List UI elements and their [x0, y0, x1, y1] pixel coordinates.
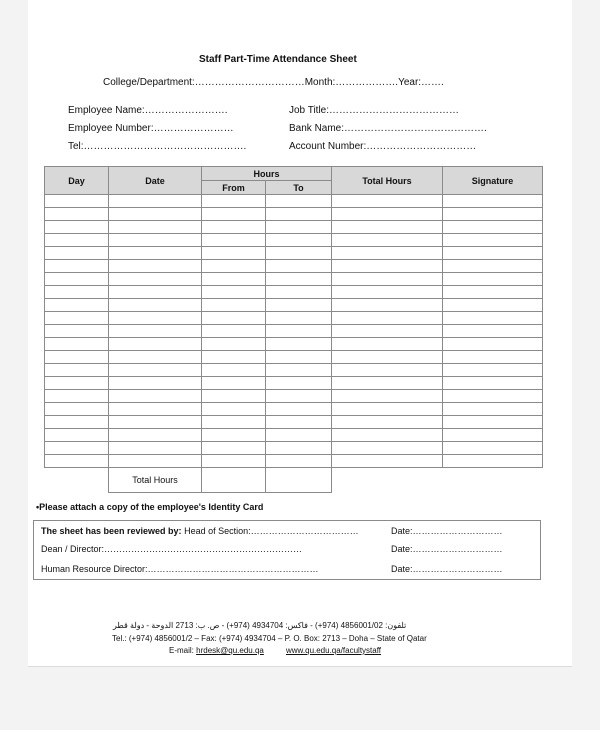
col-total-hours-header: Total Hours: [332, 167, 443, 195]
email-link[interactable]: hrdesk@qu.edu.qa: [196, 646, 264, 655]
total-hours-cell[interactable]: [332, 377, 443, 390]
table-row: [45, 221, 543, 234]
date-cell[interactable]: [109, 442, 202, 455]
email-label: E-mail:: [169, 646, 197, 655]
to-cell[interactable]: [266, 312, 332, 325]
day-cell[interactable]: [45, 286, 109, 299]
total-hours-cell[interactable]: [332, 234, 443, 247]
day-cell[interactable]: [45, 195, 109, 208]
date-field-1: Date:…………………………: [391, 526, 503, 536]
total-hours-cell[interactable]: [332, 208, 443, 221]
date-cell[interactable]: [109, 429, 202, 442]
table-row: [45, 286, 543, 299]
signature-cell[interactable]: [443, 325, 543, 338]
footer-email-line: [169, 646, 264, 655]
table-row: [45, 195, 543, 208]
to-cell[interactable]: [266, 364, 332, 377]
total-hours-cell[interactable]: [332, 442, 443, 455]
col-day-header: Day: [45, 167, 109, 195]
date-cell[interactable]: [109, 390, 202, 403]
signature-cell[interactable]: [443, 247, 543, 260]
to-cell[interactable]: [266, 325, 332, 338]
col-to-header: To: [266, 181, 332, 195]
bank-name-field: Bank Name:…………………………………….: [289, 123, 487, 134]
signature-cell[interactable]: [443, 429, 543, 442]
signature-cell[interactable]: [443, 442, 543, 455]
total-hours-cell[interactable]: [332, 247, 443, 260]
footer-arabic-line: تلفون: 4856001/02 (974+) - فاكس: 4934704 (974+) - ص. ب: 2713 الدوحة - دولة قطر: [113, 621, 407, 630]
signature-cell[interactable]: [443, 286, 543, 299]
day-cell[interactable]: [45, 416, 109, 429]
attendance-table: [44, 166, 543, 493]
total-spacer: [45, 468, 109, 493]
signature-cell[interactable]: [443, 208, 543, 221]
total-hours-cell[interactable]: [332, 429, 443, 442]
to-cell[interactable]: [266, 338, 332, 351]
signature-cell[interactable]: [443, 234, 543, 247]
identity-card-note: •Please attach a copy of the employee's Identity Card: [36, 502, 264, 512]
date-cell[interactable]: [109, 351, 202, 364]
to-cell[interactable]: [266, 234, 332, 247]
day-cell[interactable]: [45, 403, 109, 416]
table-row: [45, 338, 543, 351]
date-cell[interactable]: [109, 325, 202, 338]
to-cell[interactable]: [266, 442, 332, 455]
total-hours-cell[interactable]: [332, 325, 443, 338]
to-cell[interactable]: [266, 208, 332, 221]
day-cell[interactable]: [45, 325, 109, 338]
total-hours-label: Total Hours: [109, 468, 202, 493]
from-cell[interactable]: [202, 260, 266, 273]
total-hours-cell[interactable]: [332, 286, 443, 299]
table-row: [45, 325, 543, 338]
total-hours-cell[interactable]: [332, 416, 443, 429]
date-cell[interactable]: [109, 377, 202, 390]
total-from-cell[interactable]: [202, 468, 266, 493]
table-row: [45, 299, 543, 312]
total-to-cell[interactable]: [266, 468, 332, 493]
total-hours-cell[interactable]: [332, 299, 443, 312]
total-hours-cell[interactable]: [332, 273, 443, 286]
table-row: [45, 403, 543, 416]
total-hours-cell[interactable]: [332, 195, 443, 208]
table-row: [45, 351, 543, 364]
website-link[interactable]: www.qu.edu.qa/facultystaff: [286, 646, 382, 655]
to-cell[interactable]: [266, 416, 332, 429]
date-field-2: Date:…………………………: [391, 544, 503, 554]
from-cell[interactable]: [202, 234, 266, 247]
to-cell[interactable]: [266, 260, 332, 273]
from-cell[interactable]: [202, 221, 266, 234]
to-cell[interactable]: [266, 377, 332, 390]
day-cell[interactable]: [45, 273, 109, 286]
total-hours-cell[interactable]: [332, 351, 443, 364]
from-cell[interactable]: [202, 312, 266, 325]
tel-field: Tel:………………………………………….: [68, 141, 247, 152]
from-cell[interactable]: [202, 273, 266, 286]
table-row: [45, 260, 543, 273]
date-cell[interactable]: [109, 247, 202, 260]
total-hours-cell[interactable]: [332, 338, 443, 351]
from-cell[interactable]: [202, 338, 266, 351]
from-cell[interactable]: [202, 247, 266, 260]
col-date-header: Date: [109, 167, 202, 195]
from-cell[interactable]: [202, 390, 266, 403]
signature-cell[interactable]: [443, 403, 543, 416]
to-cell[interactable]: [266, 455, 332, 468]
total-hours-cell[interactable]: [332, 455, 443, 468]
signature-cell[interactable]: [443, 390, 543, 403]
date-cell[interactable]: [109, 338, 202, 351]
table-row: [45, 312, 543, 325]
date-cell[interactable]: [109, 273, 202, 286]
from-cell[interactable]: [202, 195, 266, 208]
signature-cell[interactable]: [443, 273, 543, 286]
date-cell[interactable]: [109, 416, 202, 429]
reviewed-by-field: [41, 526, 359, 536]
total-hours-cell[interactable]: [332, 221, 443, 234]
from-cell[interactable]: [202, 416, 266, 429]
day-cell[interactable]: [45, 364, 109, 377]
total-hours-cell[interactable]: [332, 390, 443, 403]
to-cell[interactable]: [266, 429, 332, 442]
date-cell[interactable]: [109, 208, 202, 221]
day-cell[interactable]: [45, 208, 109, 221]
date-cell[interactable]: [109, 195, 202, 208]
day-cell[interactable]: [45, 338, 109, 351]
day-cell[interactable]: [45, 260, 109, 273]
table-row: [45, 364, 543, 377]
table-row: [45, 429, 543, 442]
date-cell[interactable]: [109, 234, 202, 247]
from-cell[interactable]: [202, 208, 266, 221]
signature-cell[interactable]: [443, 221, 543, 234]
account-number-field: Account Number:……………………………: [289, 141, 477, 152]
signature-cell[interactable]: [443, 195, 543, 208]
to-cell[interactable]: [266, 403, 332, 416]
date-cell[interactable]: [109, 403, 202, 416]
total-hours-cell[interactable]: [332, 312, 443, 325]
date-cell[interactable]: [109, 299, 202, 312]
day-cell[interactable]: [45, 247, 109, 260]
from-cell[interactable]: [202, 403, 266, 416]
signature-cell[interactable]: [443, 364, 543, 377]
date-cell[interactable]: [109, 455, 202, 468]
to-cell[interactable]: [266, 390, 332, 403]
to-cell[interactable]: [266, 247, 332, 260]
day-cell[interactable]: [45, 312, 109, 325]
dean-director-field: Dean / Director:…………………………………………………………: [41, 544, 303, 554]
signature-cell[interactable]: [443, 312, 543, 325]
from-cell[interactable]: [202, 325, 266, 338]
from-cell[interactable]: [202, 299, 266, 312]
day-cell[interactable]: [45, 429, 109, 442]
from-cell[interactable]: [202, 377, 266, 390]
page-title: Staff Part-Time Attendance Sheet: [199, 54, 357, 65]
college-department-field: College/Department:……………………………Month:……………….Year:…….: [103, 77, 444, 88]
date-cell[interactable]: [109, 221, 202, 234]
total-hours-cell[interactable]: [332, 260, 443, 273]
day-cell[interactable]: [45, 390, 109, 403]
from-cell[interactable]: [202, 442, 266, 455]
table-row: [45, 273, 543, 286]
from-cell[interactable]: [202, 364, 266, 377]
day-cell[interactable]: [45, 221, 109, 234]
table-row: [45, 455, 543, 468]
date-field-3: Date:…………………………: [391, 564, 503, 574]
col-from-header: From: [202, 181, 266, 195]
signature-cell[interactable]: [443, 351, 543, 364]
to-cell[interactable]: [266, 299, 332, 312]
to-cell[interactable]: [266, 286, 332, 299]
reviewed-by-label: The sheet has been reviewed by:: [41, 526, 182, 536]
day-cell[interactable]: [45, 234, 109, 247]
attendance-rows: [45, 195, 543, 468]
from-cell[interactable]: [202, 351, 266, 364]
from-cell[interactable]: [202, 286, 266, 299]
table-row: [45, 377, 543, 390]
signature-cell[interactable]: [443, 338, 543, 351]
job-title-field: Job Title:…………………………………: [289, 105, 460, 116]
day-cell[interactable]: [45, 377, 109, 390]
date-cell[interactable]: [109, 260, 202, 273]
table-row: [45, 390, 543, 403]
total-hours-cell[interactable]: [332, 403, 443, 416]
signature-cell[interactable]: [443, 299, 543, 312]
signature-cell[interactable]: [443, 455, 543, 468]
to-cell[interactable]: [266, 221, 332, 234]
total-hours-cell[interactable]: [332, 364, 443, 377]
footer-contact-line: Tel.: (+974) 4856001/2 – Fax: (+974) 4934704 – P. O. Box: 2713 – Doha – State of Qatar: [112, 634, 427, 643]
col-hours-header: Hours: [202, 167, 332, 181]
table-row: [45, 442, 543, 455]
table-row: [45, 416, 543, 429]
page-edge: [28, 666, 572, 667]
hr-director-field: Human Resource Director:…………………………………………………: [41, 564, 319, 574]
employee-name-field: Employee Name:…………………….: [68, 105, 228, 116]
day-cell[interactable]: [45, 442, 109, 455]
day-cell[interactable]: [45, 455, 109, 468]
total-spacer: [443, 468, 543, 493]
date-cell[interactable]: [109, 312, 202, 325]
table-row: [45, 208, 543, 221]
signature-cell[interactable]: [443, 260, 543, 273]
day-cell[interactable]: [45, 299, 109, 312]
signature-cell[interactable]: [443, 416, 543, 429]
table-row: [45, 247, 543, 260]
from-cell[interactable]: [202, 429, 266, 442]
day-cell[interactable]: [45, 351, 109, 364]
total-spacer: [332, 468, 443, 493]
date-cell[interactable]: [109, 286, 202, 299]
table-row: [45, 234, 543, 247]
review-box: [33, 520, 541, 580]
to-cell[interactable]: [266, 351, 332, 364]
signature-cell[interactable]: [443, 377, 543, 390]
employee-number-field: Employee Number:……………………: [68, 123, 234, 134]
to-cell[interactable]: [266, 273, 332, 286]
to-cell[interactable]: [266, 195, 332, 208]
from-cell[interactable]: [202, 455, 266, 468]
head-of-section-field: Head of Section:………………………………: [181, 526, 359, 536]
date-cell[interactable]: [109, 364, 202, 377]
col-signature-header: Signature: [443, 167, 543, 195]
